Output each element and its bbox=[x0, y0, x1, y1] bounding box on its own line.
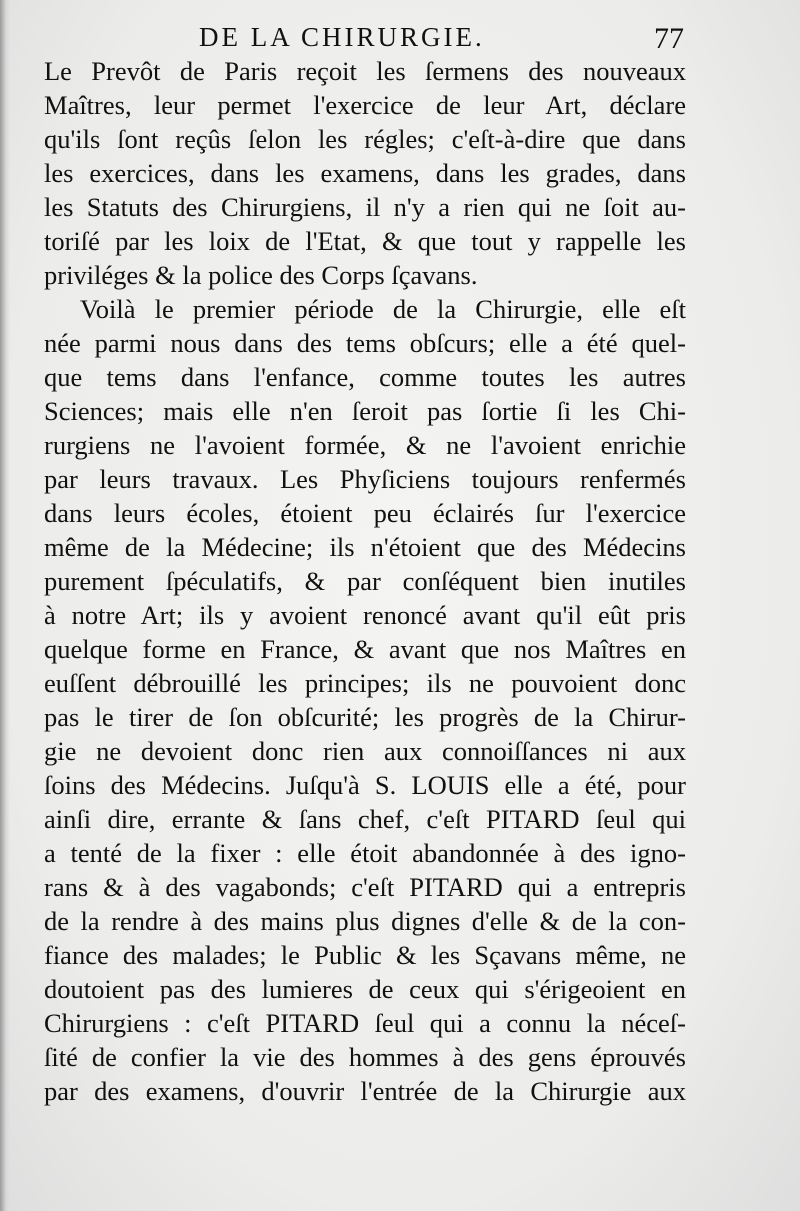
text-line: par leurs travaux. Les Phyſiciens toujours renfermés bbox=[44, 464, 686, 494]
text-line: dans leurs écoles, étoient peu éclairés ſur l'exercice bbox=[44, 498, 686, 528]
text-line: que tems dans l'enfance, comme toutes les autres bbox=[44, 362, 686, 392]
text-line: quelque forme en France, & avant que nos Maîtres en bbox=[44, 634, 686, 664]
page-number: 77 bbox=[654, 22, 684, 55]
text-line: Chirurgiens : c'eſt PITARD ſeul qui a connu la néceſ- bbox=[44, 1008, 686, 1038]
text-line: Maîtres, leur permet l'exercice de leur Art, déclare bbox=[44, 90, 686, 120]
text-line: de la rendre à des mains plus dignes d'elle & de la con- bbox=[44, 906, 686, 936]
text-line: euſſent débrouillé les principes; ils ne pouvoient donc bbox=[44, 668, 686, 698]
text-line: gie ne devoient donc rien aux connoiſſances ni aux bbox=[44, 736, 686, 766]
text-line: ſité de confier la vie des hommes à des gens éprouvés bbox=[44, 1042, 686, 1072]
text-line: ſoins des Médecins. Juſqu'à S. LOUIS elle a été, pour bbox=[44, 770, 686, 800]
text-line: même de la Médecine; ils n'étoient que des Médecins bbox=[44, 532, 686, 562]
running-title: DE LA CHIRURGIE. bbox=[199, 22, 485, 52]
text-line: a tenté de la fixer : elle étoit abandonnée à des igno- bbox=[44, 838, 686, 868]
text-line: qu'ils ſont reçûs ſelon les régles; c'eſt-à-dire que dans bbox=[44, 124, 686, 154]
body-text bbox=[44, 54, 686, 1108]
text-line: les Statuts des Chirurgiens, il n'y a rien qui ne ſoit au- bbox=[44, 192, 686, 222]
text-line: rurgiens ne l'avoient formée, & ne l'avoient enrichie bbox=[44, 430, 686, 460]
text-line: doutoient pas des lumieres de ceux qui s'érigeoient en bbox=[44, 974, 686, 1004]
text-line: priviléges & la police des Corps ſçavans. bbox=[44, 260, 478, 290]
text-line: par des examens, d'ouvrir l'entrée de la Chirurgie aux bbox=[44, 1076, 686, 1106]
text-line: Le Prevôt de Paris reçoit les ſermens des nouveaux bbox=[44, 56, 686, 86]
text-line: à notre Art; ils y avoient renoncé avant qu'il eût pris bbox=[44, 600, 686, 630]
text-line: rans & à des vagabonds; c'eſt PITARD qui a entrepris bbox=[44, 872, 686, 902]
text-line: ainſi dire, errante & ſans chef, c'eſt PITARD ſeul qui bbox=[44, 804, 686, 834]
text-line: née parmi nous dans des tems obſcurs; elle a été quel- bbox=[44, 328, 686, 358]
text-line: fiance des malades; le Public & les Sçavans même, ne bbox=[44, 940, 686, 970]
text-line: les exercices, dans les examens, dans les grades, dans bbox=[44, 158, 686, 188]
text-line: purement ſpéculatifs, & par conſéquent bien inutiles bbox=[44, 566, 686, 596]
text-line: toriſé par les loix de l'Etat, & que tout y rappelle les bbox=[44, 226, 686, 256]
paragraph-first-line: Voilà le premier période de la Chirurgie, elle eſt bbox=[80, 294, 686, 324]
text-line: Sciences; mais elle n'en ſeroit pas ſortie ſi les Chi- bbox=[44, 396, 686, 426]
text-line: pas le tirer de ſon obſcurité; les progrès de la Chirur- bbox=[44, 702, 686, 732]
page-gutter-shadow bbox=[0, 0, 10, 1211]
